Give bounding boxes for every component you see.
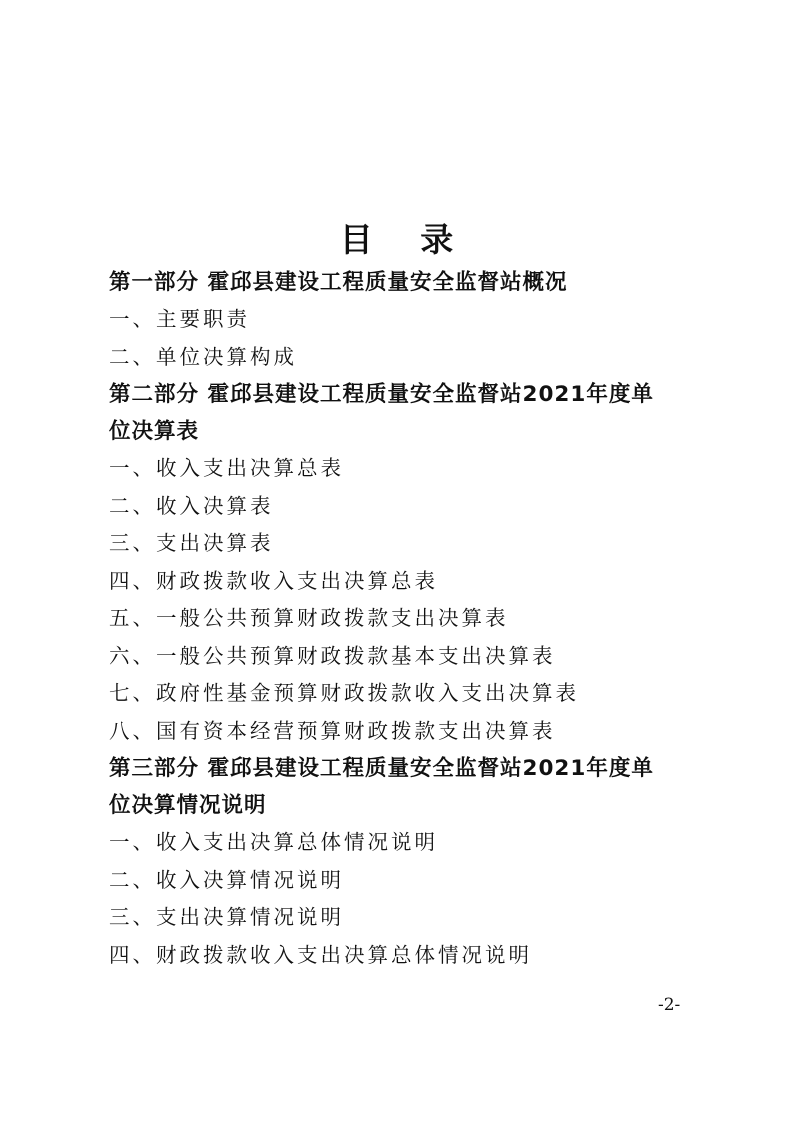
toc-part3-item-4[interactable]: 四、财政拨款收入支出决算总体情况说明 [109, 942, 532, 967]
toc-part2-item-5[interactable]: 五、一般公共预算财政拨款支出决算表 [109, 606, 509, 630]
toc-part1-item-1[interactable]: 一、主要职责 [109, 307, 250, 331]
toc-part3-heading-line1[interactable]: 第三部分 霍邱县建设工程质量安全监督站2021年度单 [109, 756, 654, 781]
toc-part2-item-3[interactable]: 三、支出决算表 [109, 531, 274, 555]
toc-part3-item-1[interactable]: 一、收入支出决算总体情况说明 [109, 830, 438, 854]
toc-part1-item-2[interactable]: 二、单位决算构成 [109, 344, 297, 369]
table-of-contents [109, 264, 699, 974]
toc-part2-item-6[interactable]: 六、一般公共预算财政拨款基本支出决算表 [109, 643, 556, 668]
toc-part2-item-4[interactable]: 四、财政拨款收入支出决算总表 [109, 568, 438, 593]
toc-part1-heading[interactable]: 第一部分 霍邱县建设工程质量安全监督站概况 [109, 270, 568, 295]
toc-part2-item-7[interactable]: 七、政府性基金预算财政拨款收入支出决算表 [109, 681, 579, 705]
page-number: -2- [658, 995, 681, 1015]
toc-part3-item-3[interactable]: 三、支出决算情况说明 [109, 905, 344, 929]
toc-part3-heading-line2[interactable]: 位决算情况说明 [109, 793, 267, 818]
toc-part2-heading-line2[interactable]: 位决算表 [109, 419, 200, 444]
toc-part3-item-2[interactable]: 二、收入决算情况说明 [109, 867, 344, 892]
toc-part2-item-8[interactable]: 八、国有资本经营预算财政拨款支出决算表 [109, 718, 556, 743]
toc-part2-item-1[interactable]: 一、收入支出决算总表 [109, 456, 344, 480]
toc-part2-heading-line1[interactable]: 第二部分 霍邱县建设工程质量安全监督站2021年度单 [109, 382, 654, 407]
toc-part2-item-2[interactable]: 二、收入决算表 [109, 493, 274, 518]
page-title: 目 录 [339, 220, 472, 259]
